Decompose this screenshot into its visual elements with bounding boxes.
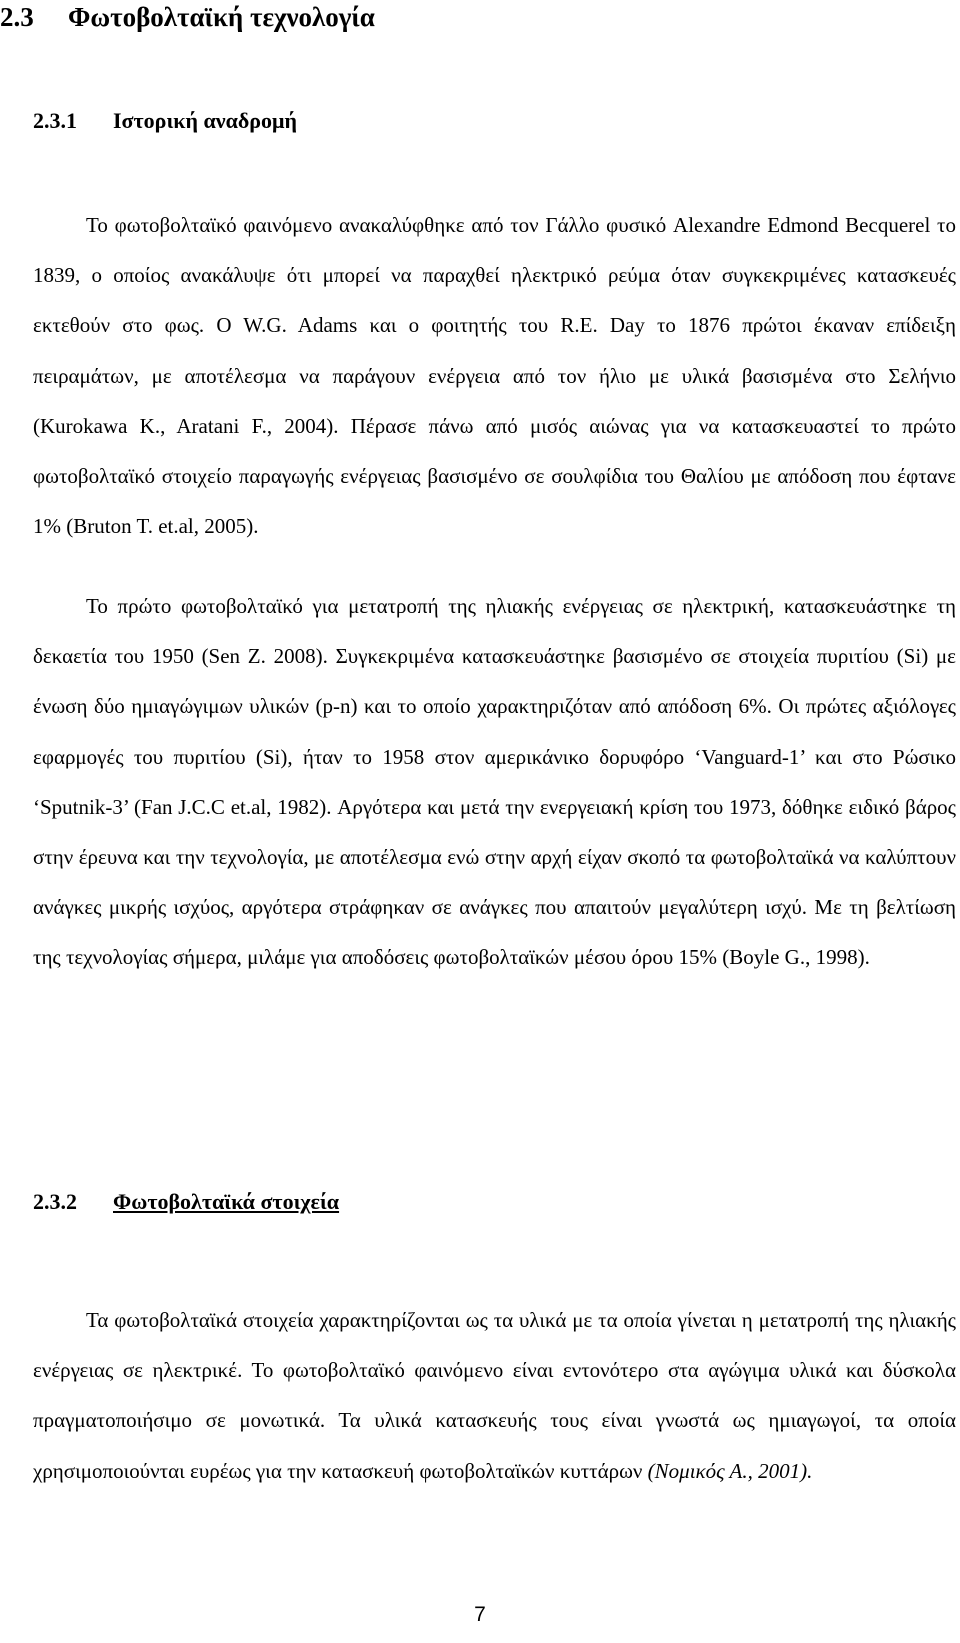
citation: (Νομικός Α., 2001).: [647, 1458, 813, 1483]
subsection-title: Φωτοβολταϊκά στοιχεία: [113, 1189, 340, 1214]
paragraph-pv-cells: [33, 1295, 956, 1496]
subsection-number: 2.3.2: [33, 1189, 77, 1214]
paragraph-history-2: Το πρώτο φωτοβολταϊκό για μετατροπή της ηλιακής ενέργειας σε ηλεκτρική, κατασκευάστηκε τη δεκαετία του 1950 (Sen Z. 2008). Συγκεκριμένα κατασκευάστηκε βασισμένο σε στοιχεία πυριτίου (Si) με ένωση δύο ημιαγώγιμων υλικών (p-n) και το οποίο χαρακτηριζόταν από απόδοση 6%. Οι πρώτες αξιόλογες εφαρμογές του πυριτίου (Si), ήταν το 1958 στον αμερικάνικο δορυφόρο ‘Vanguard-1’ και στο Ρώσικο ‘Sputnik-3’ (Fan J.C.C et.al, 1982). Αργότερα και μετά την ενεργειακή κρίση του 1973, δόθηκε ειδικό βάρος στην έρευνα και την τεχνολογία, με αποτέλεσμα ενώ στην αρχή είχαν σκοπό τα φωτοβολταϊκά να καλύπτουν ανάγκες μικρής ισχύος, αργότερα στράφηκαν σε ανάγκες που απαιτούν μεγαλύτερη ισχύ. Με τη βελτίωση της τεχνολογίας σήμερα, μιλάμε για αποδόσεις φωτοβολταϊκών μέσου όρου 15% (Boyle G., 1998).: [33, 594, 956, 970]
paragraph-text: Τα φωτοβολταϊκά στοιχεία χαρακτηρίζονται ως τα υλικά με τα οποία γίνεται η μετατροπή της ηλιακής ενέργειας σε ηλεκτρικέ. Το φωτοβολταϊκό φαινόμενο είναι εντονότερο στα αγώγιμα υλικά και δύσκολα πραγματοποιήσιμο σε μονωτικά. Τα υλικά κατασκευής τους είναι γνωστά ως ημιαγωγοί, τα οποία χρησιμοποιούνται ευρέως για την κατασκευή φωτοβολταϊκών κυττάρων: [33, 1308, 956, 1483]
subsection-number: 2.3.1: [33, 108, 77, 133]
paragraph-history-1: Το φωτοβολταϊκό φαινόμενο ανακαλύφθηκε από τον Γάλλο φυσικό Alexandre Edmond Becquerel το 1839, ο οποίος ανακάλυψε ότι μπορεί να παραχθεί ηλεκτρικό ρεύμα όταν συγκεκριμένες κατασκευές εκτεθούν στο φως. O W.G. Adams και ο φοιτητής του R.E. Day το 1876 πρώτοι έκαναν επίδειξη πειραμάτων, με αποτέλεσμα να παράγουν ενέργεια από τον ήλιο με υλικά βασισμένα στο Σελήνιο (Kurokawa K., Aratani F., 2004). Πέρασε πάνω από μισός αιώνας για να κατασκευαστεί το πρώτο φωτοβολταϊκό στοιχείο παραγωγής ενέργειας βασισμένο σε σουλφίδια του Θαλίου με απόδοση που έφτανε 1% (Bruton T. et.al, 2005).: [33, 213, 956, 539]
page-number: 7: [474, 1603, 486, 1626]
subsection-heading-pv-cells: [33, 1187, 339, 1217]
section-title: Φωτοβολταϊκή τεχνολογία: [68, 2, 375, 32]
section-number: 2.3: [0, 2, 34, 32]
subsection-heading-history: [33, 106, 297, 136]
section-heading: [0, 0, 375, 34]
subsection-title: Ιστορική αναδρομή: [113, 108, 298, 133]
